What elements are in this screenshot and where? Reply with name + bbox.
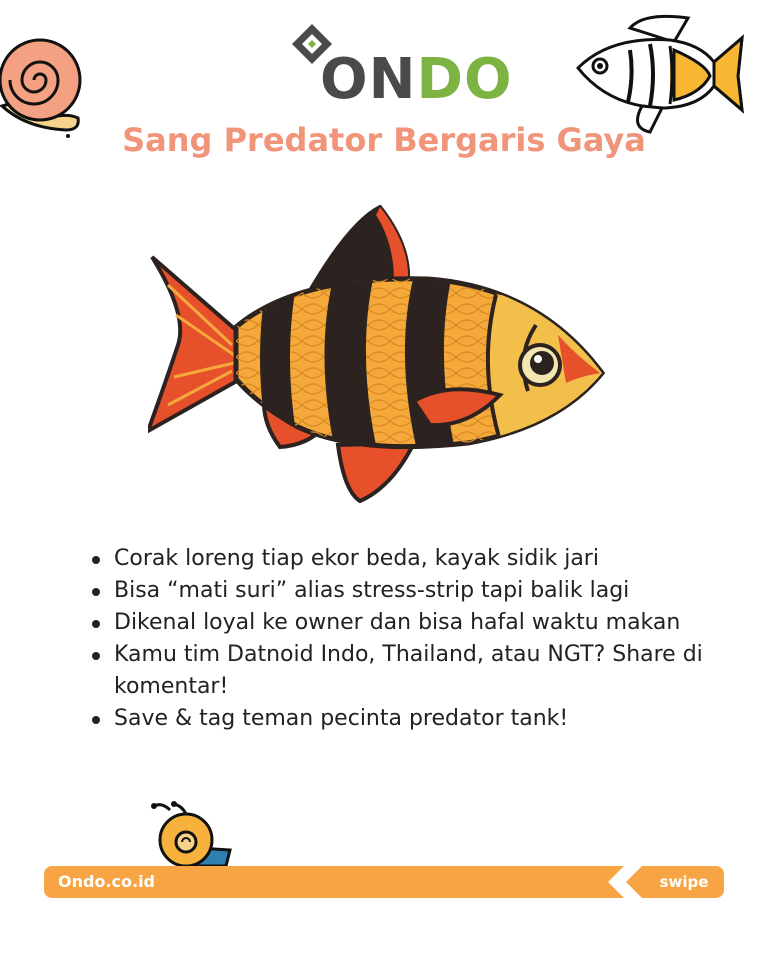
list-item: Save & tag teman pecinta predator tank! [90, 703, 730, 735]
logo-text-do: DO [416, 47, 513, 112]
striped-fish-icon [570, 10, 746, 135]
page-title: Sang Predator Bergaris Gaya [122, 121, 646, 159]
snail-icon [146, 800, 232, 868]
tiger-barb-fish [148, 205, 608, 505]
logo-text-on: ON [320, 47, 417, 112]
swipe-button[interactable]: swipe [659, 873, 709, 891]
site-link[interactable]: Ondo.co.id [58, 872, 156, 891]
list-item: Kamu tim Datnoid Indo, Thailand, atau NGT? Share di komentar! [90, 639, 730, 703]
chevron-left-icon [604, 864, 644, 900]
fact-list [90, 543, 730, 735]
list-item: Dikenal loyal ke owner dan bisa hafal waktu makan [90, 607, 730, 639]
ondo-logo [290, 22, 513, 112]
list-item: Bisa “mati suri” alias stress-strip tapi balik lagi [90, 575, 730, 607]
list-item: Corak loreng tiap ekor beda, kayak sidik jari [90, 543, 730, 575]
logo-wordmark [320, 47, 513, 112]
